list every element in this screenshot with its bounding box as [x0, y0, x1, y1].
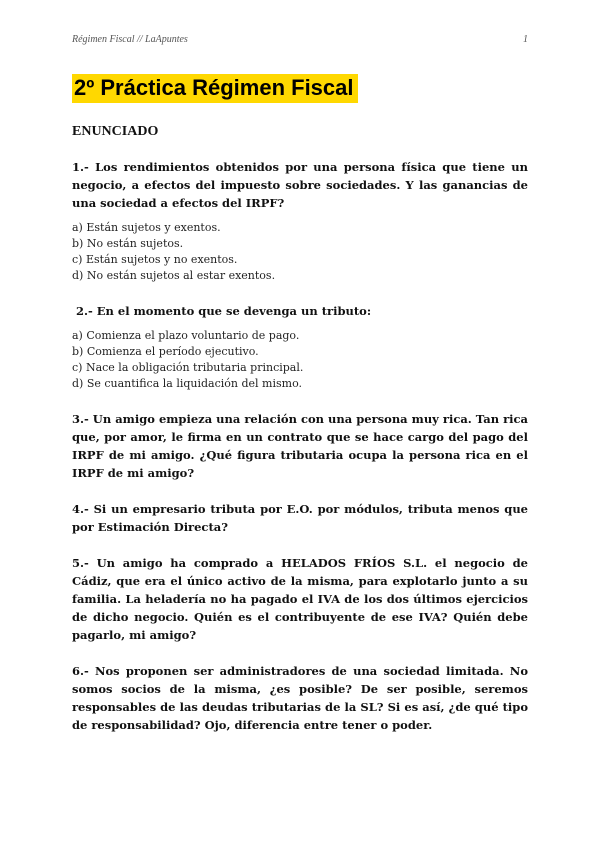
question-5: 5.- Un amigo ha comprado a HELADOS FRÍOS S.L. el negocio de Cádiz, que era el único activo de la misma, para explotarlo junto a su familia. La heladería no ha pagado el IVA de los dos últimos ejercicios de dicho negocio. Quién es el contribuyente de ese IVA? Quién debe pagarlo, mi amigo?: [72, 556, 528, 642]
question-3: 3.- Un amigo empieza una relación con una persona muy rica. Tan rica que, por amor, le firma en un contrato que se hace cargo del pago del IRPF de mi amigo. ¿Qué figura tributaria ocupa la persona rica en el IRPF de mi amigo?: [72, 412, 528, 480]
question-2: 2.- En el momento que se devenga un tributo:: [72, 304, 372, 318]
question-6: 6.- Nos proponen ser administradores de una sociedad limitada. No somos socios de la misma, ¿es posible? De ser posible, seremos responsables de las deudas tributarias de la SL? Si es así, ¿de qué tipo de responsabilidad? Ojo, diferencia entre tener o poder.: [72, 664, 528, 732]
document-title: 2º Práctica Régimen Fiscal: [72, 74, 358, 103]
section-heading: ENUNCIADO: [72, 124, 159, 139]
option-a: a) Están sujetos y exentos.: [72, 221, 221, 234]
header-title: Régimen Fiscal // LaApuntes: [72, 34, 188, 45]
question-2-options: [72, 328, 528, 392]
question-1: 1.- Los rendimientos obtenidos por una persona física que tiene un negocio, a efectos del impuesto sobre sociedades. Y las ganancias de una sociedad a efectos del IRPF?: [72, 160, 528, 210]
page-header: [72, 34, 528, 45]
option-b: b) No están sujetos.: [72, 237, 184, 250]
option-c: c) Nace la obligación tributaria principal.: [72, 361, 304, 374]
question-4: 4.- Si un empresario tributa por E.O. por módulos, tributa menos que por Estimación Directa?: [72, 502, 528, 534]
option-d: d) Se cuantifica la liquidación del mismo.: [72, 377, 303, 390]
option-c: c) Están sujetos y no exentos.: [72, 253, 238, 266]
option-a: a) Comienza el plazo voluntario de pago.: [72, 329, 300, 342]
question-1-options: [72, 220, 528, 284]
option-b: b) Comienza el período ejecutivo.: [72, 345, 259, 358]
page-number: 1: [523, 34, 528, 45]
document-body: [72, 124, 528, 752]
option-d: d) No están sujetos al estar exentos.: [72, 269, 276, 282]
